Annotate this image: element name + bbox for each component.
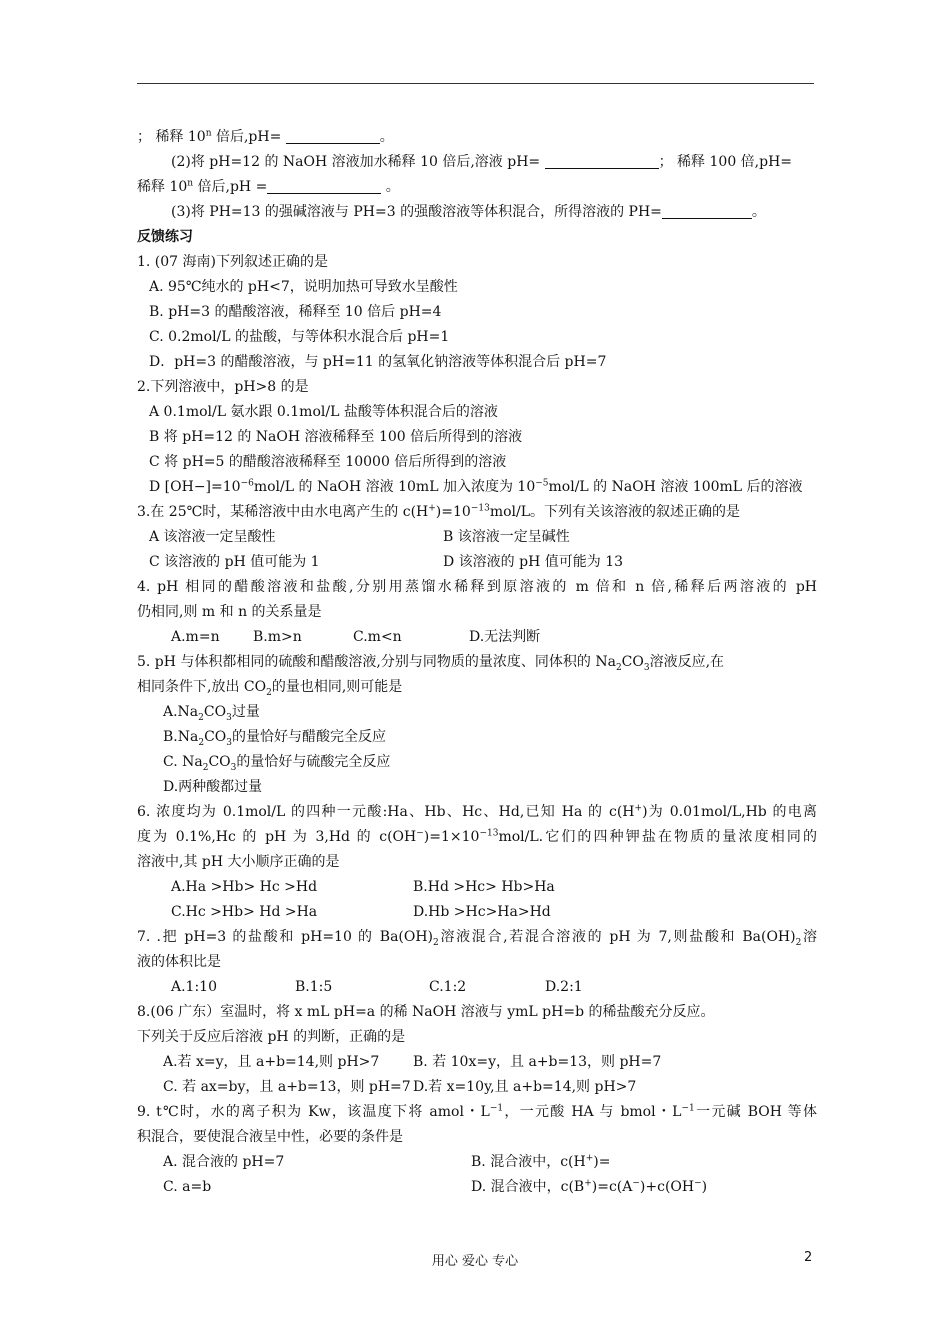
q8-option-d: D.若 x=10y,且 a+b=14,则 pH>7	[413, 1079, 637, 1095]
q8-stem-2: 下列关于反应后溶液 pH 的判断，正确的是	[137, 1029, 406, 1045]
q9-stem-1: 9. t℃时，水的离子积为 Kw，该温度下将 amol・$L^{-1}$，一元酸 HA 与 bmol・$L^{-1}$一元碱 BOH 等体	[137, 1103, 817, 1120]
q2-option-a: A 0.1mol/L 氨水跟 0.1mol/L 盐酸等体积混合后的溶液	[149, 404, 498, 420]
q6-stem-1: 6. 浓度均为 0.1mol/L 的四种一元酸:Ha、Hb、Hc、Hd,已知 Ha 的 c(H+)为 0.01mol/L,Hb 的电离	[137, 803, 818, 820]
q7-option-a: A.1:10	[171, 979, 217, 995]
q1-stem: 1. (07 海南)下列叙述正确的是	[137, 254, 328, 270]
q6-options-ab	[137, 875, 817, 900]
q5-option-d: D.两种酸都过量	[163, 779, 263, 795]
q9-option-a: A. 混合液的 pH=7	[163, 1154, 285, 1170]
header-rule	[137, 83, 814, 84]
q1-option-c: C. 0.2mol/L 的盐酸，与等体积水混合后 pH=1	[149, 329, 450, 345]
q4-option-a: A.m=n	[171, 629, 220, 645]
q4-stem-1: 4. pH 相同的醋酸溶液和盐酸,分别用蒸馏水稀释到原溶液的 m 倍和 n 倍,稀释后两溶液的 pH	[137, 579, 817, 595]
q9-option-c: C. a=b	[163, 1179, 212, 1195]
q3-options-ab	[137, 525, 817, 550]
section-title: 反馈练习	[137, 229, 193, 245]
q8-stem-1: 8.(06 广东）室温时，将 x mL pH=a 的稀 NaOH 溶液与 ymL pH=b 的稀盐酸充分反应。	[137, 1004, 715, 1020]
q4-stem-2: 仍相同,则 m 和 n 的关系量是	[137, 604, 322, 620]
q8-options-ab	[137, 1050, 817, 1075]
answer-blank[interactable]	[267, 177, 381, 194]
q7-option-b: B.1:5	[295, 979, 333, 995]
q8-option-b: B. 若 10x=y，且 a+b=13，则 pH=7	[413, 1054, 662, 1070]
answer-blank[interactable]	[545, 152, 659, 169]
q6-option-b: B.Hd >Hc> Hb>Ha	[413, 879, 555, 895]
line-dilute-10n: ； 稀释 10$^n$ 倍后,pH= 。	[137, 128, 394, 145]
q3-option-a: A 该溶液一定呈酸性	[149, 529, 276, 545]
q5-stem-2: 相同条件下,放出 $CO_2$的量也相同,则可能是	[137, 679, 403, 698]
q3-options-cd	[137, 550, 817, 575]
answer-blank[interactable]	[286, 127, 380, 144]
q3-stem: 3.在 25℃时，某稀溶液中由水电离产生的 $c(H^+)=10^{-13}mol/L$。下列有关该溶液的叙述正确的是	[137, 503, 741, 520]
q6-stem-2: 度为 0.1%,Hc 的 pH 为 3,Hd 的 $c(OH^-)=1\times 10^{-13}mol/L$.它们的四种钾盐在物质的量浓度相同的	[137, 828, 817, 845]
q5-option-b: $B.Na_2CO_3$的量恰好与醋酸完全反应	[163, 729, 387, 748]
document-body	[137, 125, 817, 1200]
q6-option-c: C.Hc >Hb> Hd >Ha	[171, 904, 318, 920]
q6-option-d: D.Hb >Hc>Ha>Hd	[413, 904, 551, 920]
q1-option-d: D．pH=3 的醋酸溶液，与 pH=11 的氢氧化钠溶液等体积混合后 pH=7	[149, 354, 607, 370]
q2-stem: 2.下列溶液中，pH>8 的是	[137, 379, 309, 395]
q3-option-d: D 该溶液的 pH 值可能为 13	[443, 554, 624, 570]
q3-option-c: C 该溶液的 pH 值可能为 1	[149, 554, 320, 570]
q8-option-a: A.若 x=y，且 a+b=14,则 pH>7	[163, 1054, 380, 1070]
line-mix-strong: (3)将 PH=13 的强碱溶液与 PH=3 的强酸溶液等体积混合，所得溶液的 PH= 。	[171, 204, 766, 220]
q5-stem-1: 5. pH 与体积都相同的硫酸和醋酸溶液,分别与同物质的量浓度、同体积的 $Na_2CO_3$溶液反应,在	[137, 654, 725, 673]
q7-stem-1: 7. .把 pH=3 的盐酸和 pH=10 的 $Ba(OH)_2$溶液混合,若混合溶液的 pH 为 7,则盐酸和 $Ba(OH)_2$溶	[137, 929, 818, 948]
q5-option-c: C. $Na_2CO_3$的量恰好与硫酸完全反应	[163, 754, 391, 773]
q2-option-c: C 将 pH=5 的醋酸溶液稀释至 10000 倍后所得到的溶液	[149, 454, 507, 470]
q4-options	[137, 625, 817, 650]
q9-option-b: B. 混合液中，c(H+)=	[471, 1153, 611, 1170]
answer-blank[interactable]	[662, 202, 752, 219]
q4-option-c: C.m<n	[353, 629, 402, 645]
q4-option-b: B.m>n	[253, 629, 302, 645]
q6-option-a: A.Ha >Hb> Hc >Hd	[171, 879, 318, 895]
q7-stem-2: 液的体积比是	[137, 954, 221, 970]
q2-option-b: B 将 pH=12 的 NaOH 溶液稀释至 100 倍后所得到的溶液	[149, 429, 523, 445]
q8-options-cd	[137, 1075, 817, 1100]
line-naoh-dilution: (2)将 pH=12 的 NaOH 溶液加水稀释 10 倍后,溶液 pH= ； 稀释 100 倍,pH=	[171, 154, 793, 170]
q7-option-c: C.1:2	[429, 979, 467, 995]
q6-options-cd	[137, 900, 817, 925]
q8-option-c: C. 若 ax=by，且 a+b=13，则 pH=7	[163, 1079, 411, 1095]
q6-stem-3: 溶液中,其 pH 大小顺序正确的是	[137, 854, 340, 870]
q4-option-d: D.无法判断	[469, 629, 541, 645]
q9-stem-2: 积混合，要使混合液呈中性，必要的条件是	[137, 1129, 403, 1145]
q7-option-d: D.2:1	[545, 979, 583, 995]
page-number: 2	[804, 1250, 813, 1265]
line-naoh-10n: 稀释 10$^n$ 倍后,pH = 。	[137, 178, 400, 195]
footer-slogan: 用心 爱心 专心	[431, 1254, 519, 1269]
q3-option-b: B 该溶液一定呈碱性	[443, 529, 570, 545]
q2-option-d: D $[OH-]=10^{-6}mol/L$ 的 NaOH 溶液 10mL 加入浓度为 $10^{-5}mol/L$ 的 NaOH 溶液 100mL 后的溶液	[149, 478, 803, 495]
q9-options-cd	[137, 1175, 817, 1200]
q5-option-a: $A.Na_2CO_3$过量	[163, 704, 260, 723]
q9-options-ab	[137, 1150, 817, 1175]
q1-option-b: B. pH=3 的醋酸溶液，稀释至 10 倍后 pH=4	[149, 304, 442, 320]
q1-option-a: A. 95℃纯水的 pH<7，说明加热可导致水呈酸性	[149, 279, 458, 295]
q7-options	[137, 975, 817, 1000]
q9-option-d: D. 混合液中，c(B+)=c(A−)+c(OH−)	[471, 1178, 708, 1195]
